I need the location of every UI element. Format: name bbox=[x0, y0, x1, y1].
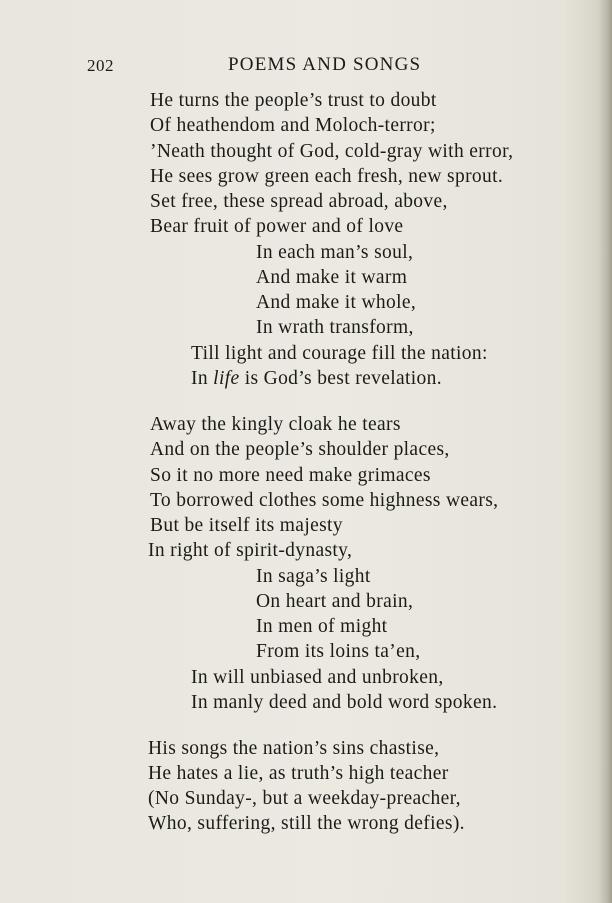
poem-line: He turns the people’s trust to doubt bbox=[150, 90, 437, 111]
italic-word: life bbox=[213, 368, 240, 389]
poem-line-with-italic bbox=[191, 369, 442, 389]
poem-line: And make it warm bbox=[256, 267, 408, 288]
poem-line: Of heathendom and Moloch-terror; bbox=[150, 115, 436, 136]
poem-line: Till light and courage fill the nation: bbox=[191, 343, 488, 364]
poem-line: On heart and brain, bbox=[256, 591, 414, 612]
poem-line: But be itself its majesty bbox=[150, 515, 343, 536]
poem-line: In saga’s light bbox=[256, 566, 371, 587]
poem-line: His songs the nation’s sins chastise, bbox=[148, 738, 440, 759]
poem-line: In manly deed and bold word spoken. bbox=[191, 692, 498, 713]
poem-line: In wrath transform, bbox=[256, 317, 414, 338]
poem-line: Away the kingly cloak he tears bbox=[150, 414, 401, 435]
poem-line: ’Neath thought of God, cold-gray with error, bbox=[150, 141, 514, 162]
poem-line: In will unbiased and unbroken, bbox=[191, 667, 444, 688]
poem-line: In men of might bbox=[256, 616, 388, 637]
poem-line: Who, suffering, still the wrong defies). bbox=[148, 813, 465, 834]
poem-line: He sees grow green each fresh, new sprout. bbox=[150, 166, 504, 187]
poem-line: He hates a lie, as truth’s high teacher bbox=[148, 763, 449, 784]
running-head: POEMS AND SONGS bbox=[228, 54, 422, 75]
poem-line: So it no more need make grimaces bbox=[150, 465, 431, 486]
poem-line: To borrowed clothes some highness wears, bbox=[150, 490, 499, 511]
page-number: 202 bbox=[87, 56, 114, 75]
poem-line: And make it whole, bbox=[256, 292, 417, 313]
poem-line: In right of spirit-dynasty, bbox=[148, 540, 353, 561]
poem-line: In each man’s soul, bbox=[256, 242, 414, 263]
page-edge-shadow bbox=[598, 0, 612, 903]
poem-line: (No Sunday-, but a weekday-preacher, bbox=[148, 788, 461, 809]
poem-line: Set free, these spread abroad, above, bbox=[150, 191, 448, 212]
poem-line: From its loins ta’en, bbox=[256, 641, 421, 662]
poem-line: Bear fruit of power and of love bbox=[150, 216, 404, 237]
poem-line: And on the people’s shoulder places, bbox=[150, 439, 450, 460]
line-suffix: is God’s best revelation. bbox=[239, 368, 442, 389]
line-prefix: In bbox=[191, 368, 214, 389]
